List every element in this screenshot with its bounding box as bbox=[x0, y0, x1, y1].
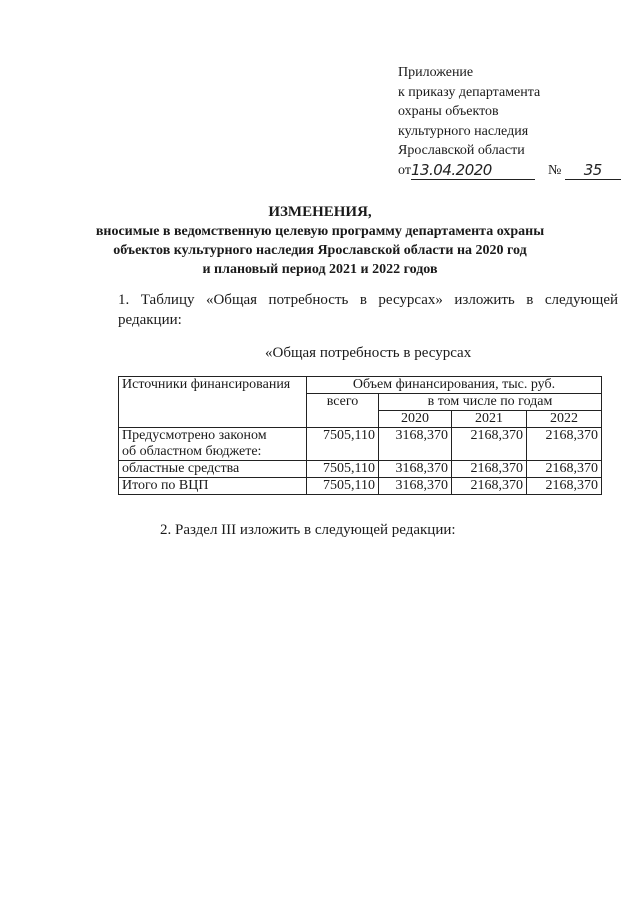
table-row bbox=[119, 428, 602, 461]
cell-total: 7505,110 bbox=[307, 428, 379, 461]
table-caption: «Общая потребность в ресурсах bbox=[265, 345, 472, 361]
title-line: вносимые в ведомственную целевую программу департамента охраны bbox=[95, 224, 545, 239]
header-source: Источники финансирования bbox=[119, 377, 307, 428]
number-prefix: № bbox=[547, 162, 562, 178]
cell-2022: 2168,370 bbox=[527, 478, 602, 495]
cell-2020: 3168,370 bbox=[379, 428, 452, 461]
handwritten-date: 13.04.2020 bbox=[410, 161, 492, 179]
header-volume: Объем финансирования, тыс. руб. bbox=[307, 377, 602, 394]
appendix-line: культурного наследия bbox=[398, 123, 529, 139]
header-total: всего bbox=[307, 394, 379, 428]
source-line: об областном бюджете: bbox=[122, 444, 262, 459]
document-title bbox=[0, 203, 640, 279]
header-year: 2022 bbox=[527, 411, 602, 428]
date-prefix: от bbox=[398, 162, 411, 178]
table-header-row bbox=[119, 377, 602, 394]
cell-2022: 2168,370 bbox=[527, 428, 602, 461]
cell-total: 7505,110 bbox=[307, 461, 379, 478]
row-source: Итого по ВЦП bbox=[119, 478, 307, 495]
title-line: объектов культурного наследия Ярославской области на 2020 год bbox=[113, 243, 527, 258]
row-source bbox=[119, 428, 307, 461]
cell-2020: 3168,370 bbox=[379, 461, 452, 478]
number-field bbox=[565, 161, 621, 180]
row-source: областные средства bbox=[119, 461, 307, 478]
paragraph-1: 1. Таблицу «Общая потребность в ресурсах» изложить в следующей bbox=[118, 292, 618, 308]
handwritten-number: 35 bbox=[583, 161, 602, 179]
table-row bbox=[119, 461, 602, 478]
table-row bbox=[119, 478, 602, 495]
cell-total: 7505,110 bbox=[307, 478, 379, 495]
header-year: 2021 bbox=[452, 411, 527, 428]
header-year: 2020 bbox=[379, 411, 452, 428]
paragraph-2: 2. Раздел III изложить в следующей редакции: bbox=[160, 522, 456, 538]
date-field bbox=[411, 161, 535, 180]
title-line: и плановый период 2021 и 2022 годов bbox=[202, 262, 438, 277]
appendix-line: Приложение bbox=[398, 65, 474, 80]
resources-table bbox=[118, 376, 602, 495]
order-date-number bbox=[398, 161, 621, 181]
cell-2021: 2168,370 bbox=[452, 461, 527, 478]
appendix-line: охраны объектов bbox=[398, 104, 499, 119]
cell-2021: 2168,370 bbox=[452, 478, 527, 495]
paragraph-1-continued: редакции: bbox=[118, 312, 182, 328]
header-years: в том числе по годам bbox=[379, 394, 602, 411]
source-line: Предусмотрено законом bbox=[122, 428, 267, 443]
cell-2021: 2168,370 bbox=[452, 428, 527, 461]
appendix-block bbox=[398, 63, 621, 180]
appendix-line: Ярославской области bbox=[398, 143, 525, 158]
appendix-line: к приказу департамента bbox=[398, 84, 541, 100]
title-heading: ИЗМЕНЕНИЯ, bbox=[268, 204, 372, 220]
cell-2020: 3168,370 bbox=[379, 478, 452, 495]
cell-2022: 2168,370 bbox=[527, 461, 602, 478]
